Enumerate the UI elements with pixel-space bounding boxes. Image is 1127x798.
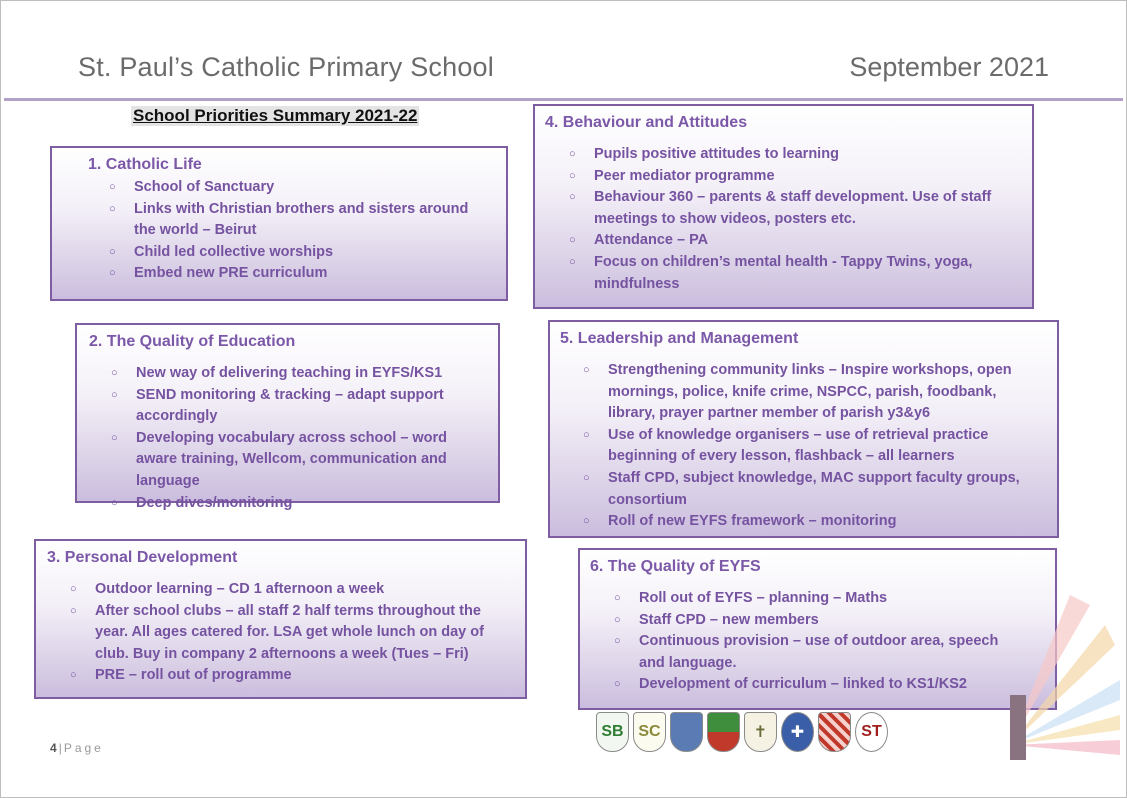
section-title: 4. Behaviour and Attitudes <box>545 114 748 131</box>
list-item: ○ Roll out of EYFS – planning – Maths <box>639 588 1025 610</box>
list-item: ○ Deep dives/monitoring <box>136 493 482 515</box>
list-item: ○ Attendance – PA <box>594 230 1012 252</box>
section-title: 2. The Quality of Education <box>89 333 296 350</box>
list-item: ○ Staff CPD – new members <box>639 610 1025 632</box>
list-item: ○ New way of delivering teaching in EYFS/KS1 <box>136 363 482 385</box>
summary-title: School Priorities Summary 2021-22 <box>133 106 418 125</box>
list-item: ○ Use of knowledge organisers – use of retrieval practice beginning of every lesson, flashback – all learners <box>608 425 1039 468</box>
list-item: ○ Focus on children’s mental health - Tappy Twins, yoga, mindfulness <box>594 252 1012 295</box>
crest-blue-shield-icon <box>670 712 703 752</box>
list-item: ○ PRE – roll out of programme <box>95 665 515 687</box>
list-item: ○ After school clubs – all staff 2 half terms throughout the year. All ages catered for. LSA get whole lunch on day of club. Buy in company 2 afternoons a week (Tues – Fri) <box>95 601 515 666</box>
crest-sb-icon: SB <box>596 712 629 752</box>
crest-st-icon: ST <box>855 712 888 752</box>
header-divider <box>4 98 1123 101</box>
list-item: ○ Child led collective worships <box>134 242 490 264</box>
school-crests <box>596 712 888 754</box>
crest-red-icon <box>818 712 851 752</box>
school-name: St. Paul’s Catholic Primary School <box>78 52 494 82</box>
list-item: ○ Continuous provision – use of outdoor area, speech and language. <box>639 631 1025 674</box>
list-item: ○ Behaviour 360 – parents & staff development. Use of staff meetings to show videos, posters etc. <box>594 187 1012 230</box>
list-item: ○ Embed new PRE curriculum <box>134 263 490 285</box>
list-item: ○ Strengthening community links – Inspire workshops, open mornings, police, knife crime, NSPCC, parish, foodbank, library, prayer partner member of parish y3&y6 <box>608 360 1039 425</box>
crest-sc-icon: SC <box>633 712 666 752</box>
priority-box-behaviour-and-attitudes <box>533 104 1034 309</box>
list-item: ○ Peer mediator programme <box>594 166 1012 188</box>
crest-blue-cross-icon: ✚ <box>781 712 814 752</box>
list-item: ○ Development of curriculum – linked to KS1/KS2 <box>639 674 1025 696</box>
crest-cross-icon: ✝ <box>744 712 777 752</box>
list-item: ○ Staff CPD, subject knowledge, MAC support faculty groups, consortium <box>608 468 1039 511</box>
section-title: 5. Leadership and Management <box>560 330 799 347</box>
crest-green-red-icon <box>707 712 740 752</box>
priority-box-catholic-life <box>50 146 508 301</box>
rainbow-rays-decoration <box>1010 585 1120 760</box>
list-item: ○ Developing vocabulary across school – word aware training, Wellcom, communication and language <box>136 428 482 493</box>
list-item: ○ Outdoor learning – CD 1 afternoon a week <box>95 579 515 601</box>
list-item: ○ Pupils positive attitudes to learning <box>594 144 1012 166</box>
priority-box-personal-development <box>34 539 527 699</box>
section-title: 6. The Quality of EYFS <box>590 558 761 575</box>
section-title: 1. Catholic Life <box>88 156 202 173</box>
list-item: ○ School of Sanctuary <box>134 177 490 199</box>
page-label: Page <box>63 741 104 755</box>
list-item: ○ Links with Christian brothers and sisters around the world – Beirut <box>134 199 490 242</box>
list-item: ○ SEND monitoring & tracking – adapt support accordingly <box>136 385 482 428</box>
priority-box-leadership-and-management <box>548 320 1059 538</box>
page-number <box>50 741 104 755</box>
priority-box-quality-of-education <box>75 323 500 511</box>
page-separator: | <box>58 741 62 755</box>
priority-box-quality-of-eyfs <box>578 548 1057 710</box>
document-date: September 2021 <box>849 52 1049 82</box>
list-item: ○ Roll of new EYFS framework – monitoring <box>608 511 1039 533</box>
section-title: 3. Personal Development <box>47 549 238 566</box>
page-number-value: 4 <box>50 741 57 755</box>
